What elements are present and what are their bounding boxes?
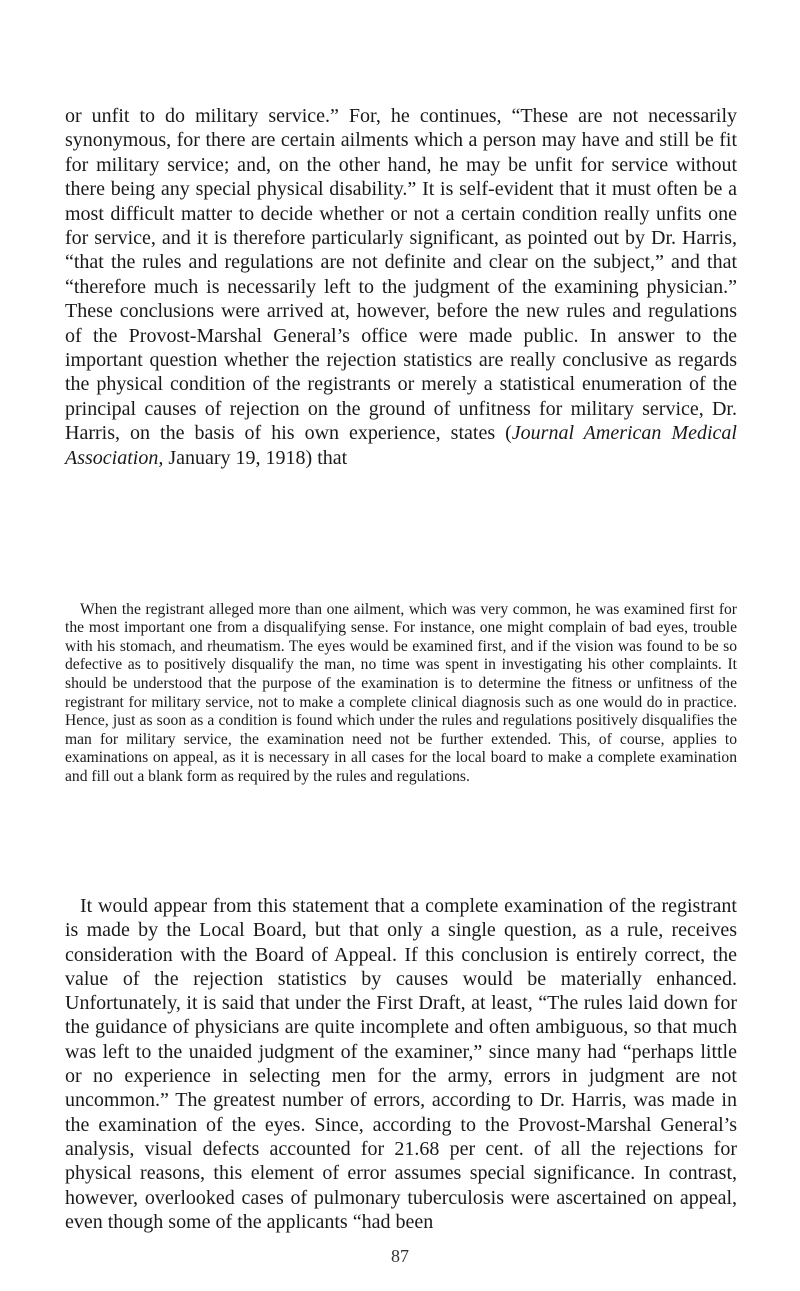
block-quote: When the registrant alleged more than one ailment, which was very common, he was examined first for the most important one from a disqualifying sense. For instance, one might complain of bad eyes, trouble with his stomach, and rheumatism. The eyes would be examined first, and if the vision was found to be so defective as to positively disqualify the man, no time was spent in investigating his other complaints. It should be understood that the purpose of the examination is to determine the fitness or unfitness of the registrant for military service, not to make a complete clinical diagnosis such as one would do in practice. Hence, just as soon as a condition is found which under the rules and regulations positively disqualifies the man for military service, the examination need not be further extended. This, of course, applies to examinations on appeal, as it is necessary in all cases for the local board to make a complete examination and fill out a blank form as required by the rules and regulations.	[65, 600, 737, 785]
body-paragraph: It would appear from this statement that a complete examination of the registrant is made by the Local Board, but that only a single question, as a rule, receives consideration with the Board of Appeal. If this conclusion is entirely correct, the value of the rejection statistics by causes would be materially enhanced. Unfortunately, it is said that under the First Draft, at least, “The rules laid down for the guidance of physicians are quite incomplete and often ambiguous, so that much was left to the unaided judgment of the examiner,” since many had “perhaps little or no experience in selecting men for the army, errors in judgment are not uncommon.” The greatest number of errors, according to Dr. Harris, was made in the examination of the eyes. Since, according to the Provost-Marshal General’s analysis, visual defects accounted for 21.68 per cent. of all the rejections for physical reasons, this element of error assumes special significance. In contrast, however, overlooked cases of pulmonary tuberculosis were ascertained on appeal, even though some of the applicants “had been	[65, 895, 737, 1233]
body-paragraph-continued	[65, 104, 737, 470]
page-number: 87	[391, 1246, 409, 1266]
paragraph-text: or unfit to do military service.” For, he continues, “These are not necessarily synonymous, for there are certain ailments which a person may have and still be fit for military service; and, on the other hand, he may be unfit for service without there being any special physical disability.” It is self-evident that it must often be a most difficult matter to decide whether or not a certain condition really unfits one for service, and it is therefore particularly significant, as pointed out by Dr. Harris, “that the rules and regulations are not definite and clear on the subject,” and that “therefore much is necessarily left to the judgment of the examining physician.” These conclusions were arrived at, however, before the new rules and regulations of the Provost-Marshal General’s office were made public. In answer to the important question whether the rejection statistics are really conclusive as regards the physical condition of the registrants or merely a statistical enumeration of the principal causes of rejection on the ground of unfitness for military service, Dr. Harris, on the basis of his own experience, states (	[65, 105, 737, 445]
paragraph-text-end: January 19, 1918) that	[163, 446, 348, 469]
journal-citation: Journal American Medical Association,	[65, 422, 737, 469]
